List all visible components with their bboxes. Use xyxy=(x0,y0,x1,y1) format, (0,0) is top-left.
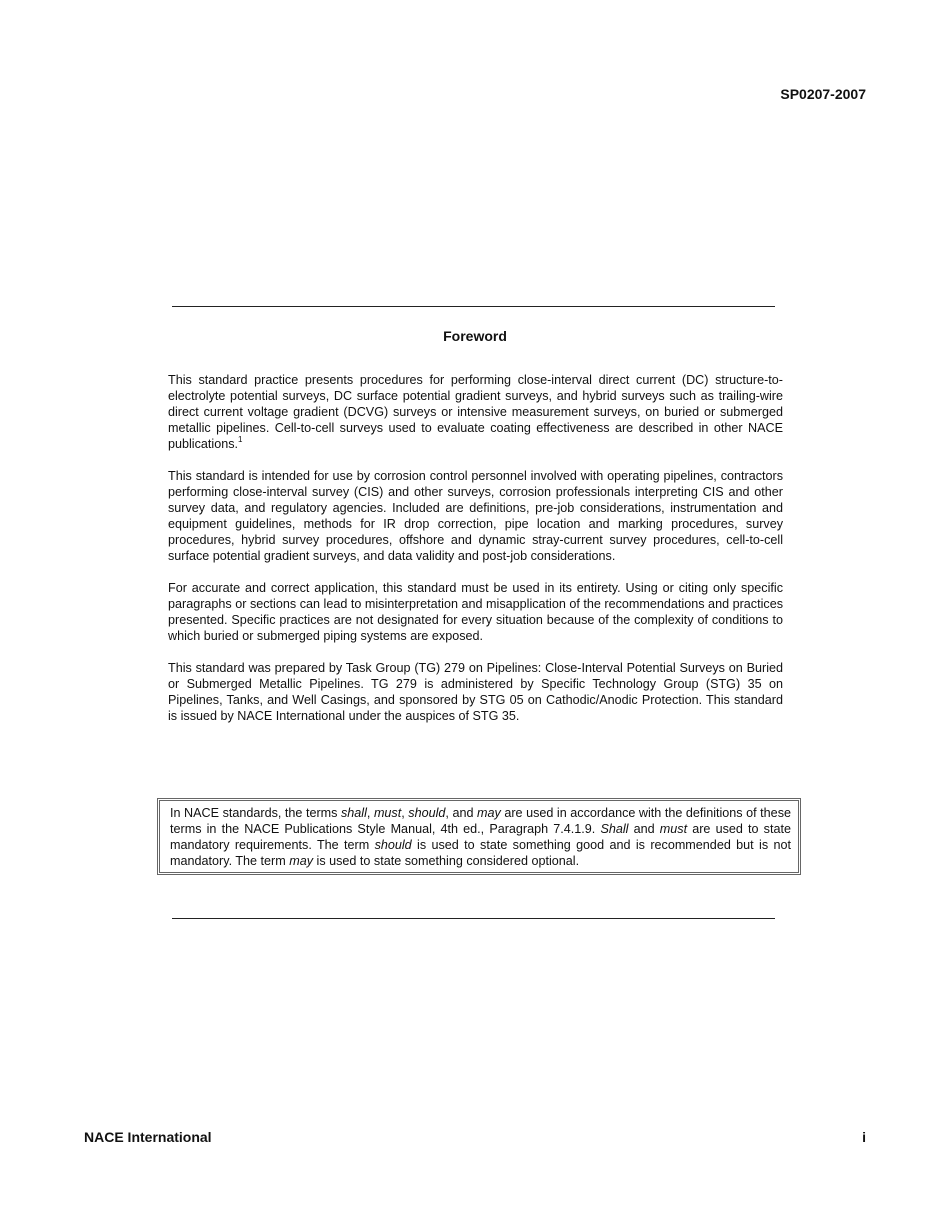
emphasized-term: shall xyxy=(340,806,367,820)
paragraph xyxy=(168,372,783,452)
emphasized-term: must xyxy=(373,806,402,820)
emphasized-term: Shall xyxy=(600,822,629,836)
emphasized-term: should xyxy=(374,838,412,852)
footnote-ref[interactable]: 1 xyxy=(238,435,243,444)
paragraph: For accurate and correct application, this standard must be used in its entirety. Using or citing only specific paragraphs or sections can lead to misinterpretation and misapplication of the recommendations and practices presented. Specific practices are not designated for every situation because of the complexity of conditions to which buried or submerged piping systems are exposed. xyxy=(168,581,783,643)
paragraph-text: This standard practice presents procedures for performing close-interval direct current (DC) structure-to-electrolyte potential surveys, DC surface potential gradient surveys, and hybrid surveys such as trailing-wire direct current voltage gradient (DCVG) surveys or intensive measurement surveys, on buried or submerged metallic pipelines. Cell-to-cell surveys used to evaluate coating effectiveness are described in other NACE publications. xyxy=(168,373,783,451)
document-id: SP0207-2007 xyxy=(780,86,866,102)
section-title: Foreword xyxy=(443,328,507,344)
notice-text: and xyxy=(628,822,660,836)
divider-bottom xyxy=(172,918,775,919)
notice-text: are used in accordance with the definitions of these terms in the NACE Publications Style Manual, 4th ed., Paragraph 7.4.1.9. xyxy=(170,806,791,836)
notice-text: , xyxy=(366,806,374,820)
footer-publisher: NACE International xyxy=(84,1129,212,1145)
emphasized-term: should xyxy=(408,806,446,820)
paragraph: This standard is intended for use by corrosion control personnel involved with operating pipelines, contractors performing close-interval survey (CIS) and other surveys, corrosion professionals interpreting CIS and other survey data, and regulatory agencies. Included are definitions, pre-job considerations, instrumentation and equipment guidelines, methods for IR drop correction, pipe location and marking procedures, survey procedures, hybrid survey procedures, offshore and dynamic stray-current survey procedures, cell-to-cell surface potential gradient surveys, and data validity and post-job considerations. xyxy=(168,469,783,563)
emphasized-term: may xyxy=(477,806,501,820)
terminology-notice-box xyxy=(157,798,801,875)
notice-text: is used to state something considered optional. xyxy=(313,854,580,868)
notice-text: , xyxy=(401,806,409,820)
notice-text: , and xyxy=(445,806,477,820)
foreword-body xyxy=(168,372,783,740)
emphasized-term: must xyxy=(659,822,688,836)
notice-text: are used to state mandatory requirements. The term xyxy=(170,822,791,852)
notice-text: is used to state something good and is recommended but is not mandatory. The term xyxy=(170,838,791,868)
page-number: i xyxy=(862,1129,866,1145)
paragraph: This standard was prepared by Task Group (TG) 279 on Pipelines: Close-Interval Potential Surveys on Buried or Submerged Metallic Pipelines. TG 279 is administered by Specific Technology Group (STG) 35 on Pipelines, Tanks, and Well Casings, and sponsored by STG 05 on Cathodic/Anodic Protection. This standard is issued by NACE International under the auspices of STG 35. xyxy=(168,661,783,723)
emphasized-term: may xyxy=(289,854,314,868)
divider-top xyxy=(172,306,775,307)
notice-text: In NACE standards, the terms xyxy=(170,806,341,820)
